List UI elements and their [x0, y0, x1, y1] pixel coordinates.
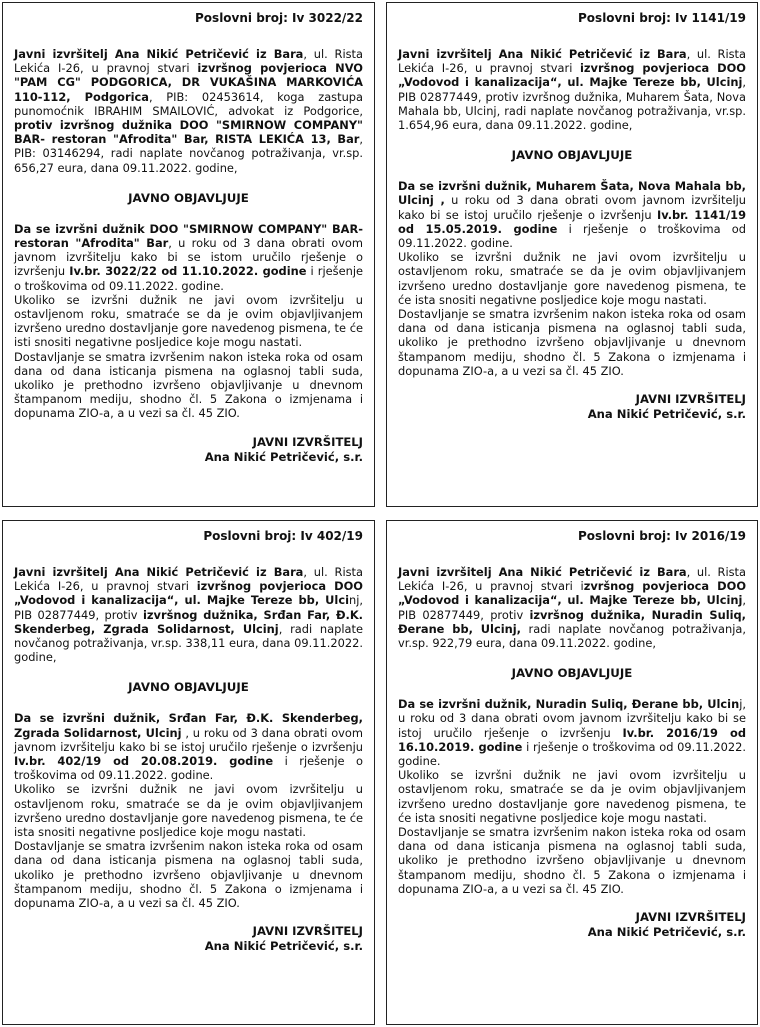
- text-run: nj, PIB 02877449, protiv: [14, 593, 363, 622]
- notice-iv-1141-19: [386, 2, 758, 507]
- text-run: , ul. Rista Lekića I-26, u pravnoj stvari: [14, 565, 363, 594]
- notice-paragraph-consequences: Ukoliko se izvršni dužnik ne javi ovom izvršitelju u ostavljenom roku, smatraće se da je ovim objavljivanjem izvršeno uredno dostavljanje gore navedenog pismena, te će ista snositi negativne posljedice koje mogu nastati.: [398, 250, 746, 307]
- text-run: , PIB: 02453614, koga zastupa punomoćnik IBRAHIM SMAILOVIĆ, advokat iz Podgorice,: [14, 89, 364, 118]
- notice-intro: [398, 565, 746, 650]
- text-run: Iv.br. 2016/19 od 16.10.2019. godine: [398, 725, 746, 754]
- text-run: i rješenje o troškovima od 09.11.2022. godine.: [14, 754, 364, 783]
- notice-heading: JAVNO OBJAVLJUJE: [128, 680, 249, 695]
- signature: [398, 910, 746, 940]
- text-run: Da se izvršni dužnik, Nuradin Suliq, Đerane bb, Ulcin: [398, 697, 740, 712]
- notice-paragraph-consequences: Ukoliko se izvršni dužnik ne javi ovom izvršitelju u ostavljenom roku, smatraće se da je ovim objavljivanjem izvršeno uredno dostavljanje gore navedenog pismena, te će ista snositi negativne posljedice koje mogu nastati.: [14, 782, 363, 840]
- text-run: izvršnog povjerioca NVO "PAM CG" PODGORICA, DR VUKAŠINA MARKOVIĆA 110-112, Podgorica: [14, 61, 363, 104]
- text-run: , radi naplate novčanog potraživanja, vr.sp. 338,11 eura, dana 09.11.2022. godine,: [14, 621, 363, 665]
- text-run: izvršnog dužnika, Nuradin Suliq, Đerane bb, Ulcinj,: [398, 607, 746, 636]
- text-run: izvršnog dužnika, Srđan Far, Đ.K. Skenderbeg, Zgrada Solidarnost, Ulcinj: [14, 607, 363, 636]
- text-run: Javni izvršitelj Ana Nikić Petričević iz Bara: [398, 565, 687, 579]
- text-run: Da se izvršni dužnik DOO "SMIRNOW COMPANY" BAR- restoran "Afrodita" Bar: [14, 221, 363, 251]
- signature-title: JAVNI IZVRŠITELJ: [635, 392, 746, 407]
- notice-paragraph-consequences: Ukoliko se izvršni dužnik ne javi ovom izvršitelju u ostavljenom roku, smatraće se da je ovim objavljivanjem izvršeno uredno dostavljanje gore navedenog pismena, te će ista snositi negativne posljedice koje mogu nastati.: [398, 768, 746, 825]
- signature-title: JAVNI IZVRŠITELJ: [635, 910, 746, 925]
- text-run: zvršnog povjerioca DOO „Vodovod i kanalizacija“, ul. Majke Tereze bb, Ulcinj: [398, 579, 746, 608]
- text-run: , PIB 02877449, protiv izvršnog dužnika, Muharem Šata, Nova Mahala bb, Ulcinj, radi naplate novčanog potraživanja, vr.sp. 1.654,96 eura, dana 09.11.2022. godine,: [398, 75, 746, 133]
- text-run: Da se izvršni dužnik, Muharem Šata, Nova Mahala bb, Ulcinj ,: [398, 179, 746, 208]
- notice-paragraph-consequences: Ukoliko se izvršni dužnik ne javi ovom izvršitelju u ostavljenom roku, smatraće se da je ovim objavljivanjem izvršeno uredno dostavljanje gore navedenog pismena, te će isti snositi negativne posljedice koje mogu nastati.: [14, 292, 363, 350]
- text-run: izvršnog povjerioca DOO „Vodovod i kanalizacija“, ul. Majke Tereze bb, Ulci: [14, 579, 363, 608]
- text-run: Iv.br. 402/19 od 20.08.2019. godine: [14, 754, 274, 769]
- signature-name: Ana Nikić Petričević, s.r.: [587, 925, 746, 940]
- text-run: Iv.br. 1141/19 od 15.05.2019. godine: [398, 207, 746, 236]
- text-run: Javni izvršitelj Ana Nikić Petričević iz Bara: [14, 47, 304, 61]
- signature-name: Ana Nikić Petričević, s.r.: [204, 449, 363, 464]
- notice-heading: JAVNO OBJAVLJUJE: [511, 148, 633, 163]
- notice-paragraph-delivery: Dostavljanje se smatra izvršenim nakon isteka roka od osam dana od dana isticanja pismena na oglasnoj tabli suda, ukoliko je prethodno izvršeno objavljivanje u dnevnom štampanom mediju, shodno čl. 5 Zakona o izmjenama i dopunama ZIO-a, a u vezi sa čl. 45 ZIO.: [14, 839, 363, 911]
- notice-heading: JAVNO OBJAVLJUJE: [128, 190, 249, 205]
- signature-title: JAVNI IZVRŠITELJ: [252, 924, 363, 939]
- case-number: Poslovni broj: Iv 2016/19: [578, 529, 746, 543]
- text-run: radi naplate novčanog potraživanja, vr.sp. 922,79 eura, dana 09.11.2022. godine,: [398, 621, 747, 651]
- text-run: Da se izvršni dužnik, Srđan Far, Đ.K. Skenderbeg, Zgrada Solidarnost, Ulcinj: [14, 711, 363, 740]
- notice-intro: [14, 565, 363, 664]
- text-run: u roku od 3 dana obrati ovom javnom izvršitelju kako bi se istoj uručilo rješenje o izvršenju: [398, 193, 746, 222]
- signature-title: JAVNI IZVRŠITELJ: [252, 434, 363, 449]
- signature: [14, 435, 363, 465]
- notice-heading: JAVNO OBJAVLJUJE: [511, 666, 633, 681]
- signature: [398, 392, 746, 422]
- text-run: j, u roku od 3 dana obrati ovom javnom izvršitelju kako bi se istoj uručilo rješenje o izvršenju: [398, 697, 746, 740]
- text-run: i rješenje o troškovima od 09.11.2022. godine.: [398, 739, 747, 769]
- text-run: , PIB: 03146294, radi naplate novčanog potraživanja, vr.sp. 656,27 eura, dana 09.11.2022. godine,: [14, 132, 363, 175]
- notice-intro: [398, 47, 746, 132]
- notice-iv-2016-19: [386, 520, 758, 1025]
- case-number: Poslovni broj: Iv 3022/22: [195, 11, 363, 25]
- text-run: i rješenje o troškovima od 09.11.2022. godine.: [398, 221, 746, 251]
- notice-paragraph-delivery: Dostavljanje se smatra izvršenim nakon isteka roka od osam dana od dana isticanja pismena na oglasnoj tabli suda, ukoliko je prethodno izvršeno objavljivanje u dnevnom štampanom mediju, shodno čl. 5 Zakona o izmjenama i dopunama ZIO-a, a u vezi sa čl. 45 ZIO.: [14, 349, 363, 421]
- notice-intro: [14, 47, 363, 175]
- notice-paragraph-delivery: Dostavljanje se smatra izvršenim nakon isteka roka od osam dana od dana isticanja pismena na oglasnoj tabli suda, ukoliko je prethodno izvršeno objavljivanje u dnevnom štampanom mediju, shodno čl. 5 Zakona o izmjenama i dopunama ZIO-a, a u vezi sa čl. 45 ZIO.: [398, 825, 746, 896]
- text-run: i rješenje o troškovima od 09.11.2022. godine.: [14, 264, 363, 293]
- notice-decision: [398, 697, 746, 768]
- text-run: Iv.br. 3022/22 od 11.10.2022. godine: [69, 264, 307, 279]
- text-run: , ul. Rista Lekića I-26, u pravnoj stvari i: [398, 565, 746, 594]
- text-run: , ul. Rista Lekića I-26, u pravnoj stvari: [398, 47, 746, 76]
- case-number: Poslovni broj: Iv 402/19: [203, 529, 363, 543]
- text-run: , u roku od 3 dana obrati ovom javnom izvršitelju kako bi se istoj uručilo rješenje o izvršenju: [14, 725, 363, 754]
- case-number: Poslovni broj: Iv 1141/19: [578, 11, 746, 25]
- text-run: , ul. Rista Lekića I-26, u pravnoj stvari: [14, 47, 363, 76]
- notice-decision: [14, 222, 363, 293]
- text-run: Javni izvršitelj Ana Nikić Petričević iz Bara: [398, 47, 687, 61]
- text-run: protiv izvršnog dužnika DOO "SMIRNOW COMPANY" BAR- restoran "Afrodita" Bar, RISTA LEKIĆA 13, Bar: [14, 118, 363, 147]
- notice-decision: [14, 711, 363, 782]
- notice-paragraph-delivery: Dostavljanje se smatra izvršenim nakon isteka roka od osam dana od dana isticanja pismena na oglasnoj tabli suda, ukoliko je prethodno izvršeno objavljivanje u dnevnom štampanom mediju, shodno čl. 5 Zakona o izmjenama i dopunama ZIO-a, a u vezi sa čl. 45 ZIO.: [398, 307, 746, 378]
- notice-decision: [398, 179, 746, 250]
- text-run: Javni izvršitelj Ana Nikić Petričević iz Bara: [14, 565, 304, 579]
- text-run: , u roku od 3 dana obrati ovom javnom izvršitelju kako bi se istom uručilo rješenje o izvršenju: [14, 236, 363, 279]
- notice-iv-3022-22: [2, 2, 375, 507]
- text-run: izvršnog povjerioca DOO „Vodovod i kanalizacija“, ul. Majke Tereze bb, Ulcinj: [398, 61, 746, 90]
- signature: [14, 924, 363, 954]
- signature-name: Ana Nikić Petričević, s.r.: [204, 939, 363, 954]
- signature-name: Ana Nikić Petričević, s.r.: [587, 407, 746, 422]
- notice-iv-402-19: [2, 520, 375, 1025]
- text-run: , PIB 02877449, protiv: [398, 593, 746, 622]
